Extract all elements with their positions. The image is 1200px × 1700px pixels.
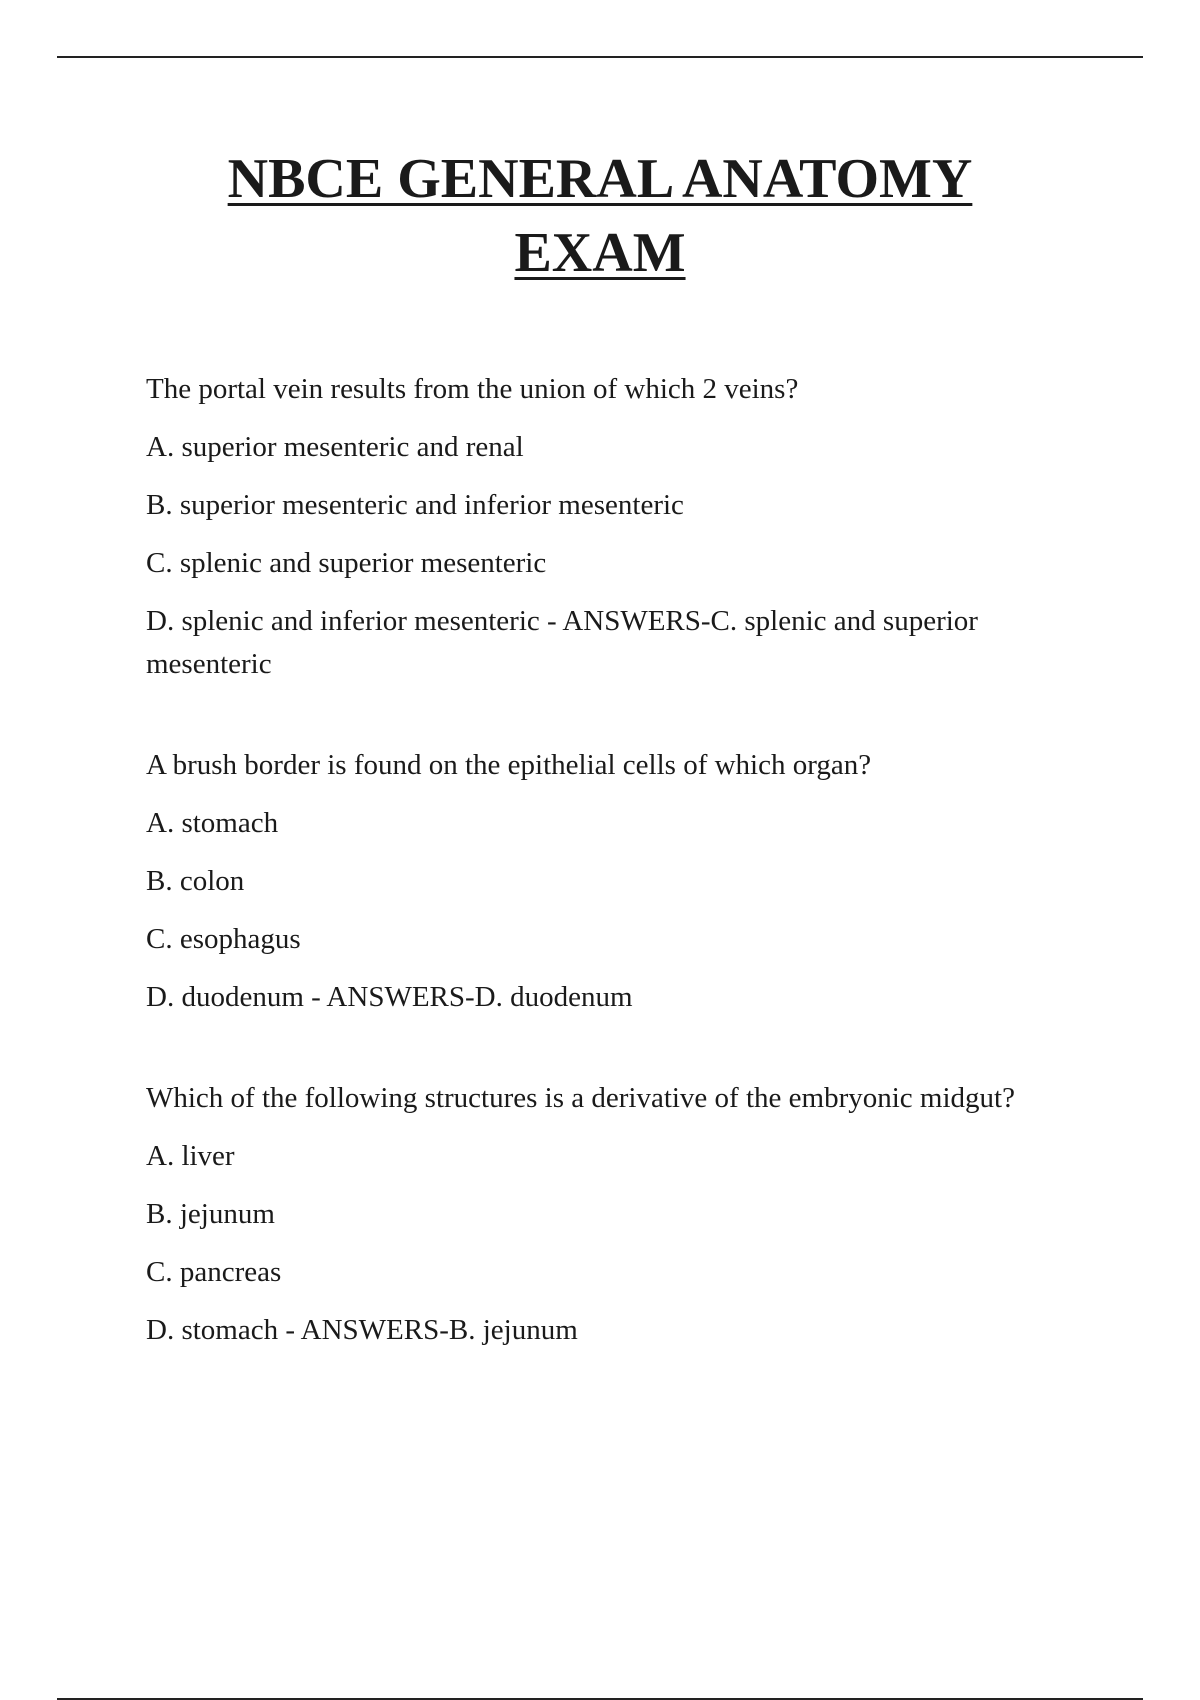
option-c: C. splenic and superior mesenteric (146, 547, 547, 579)
option-c: C. esophagus (146, 923, 301, 955)
top-rule (57, 56, 1143, 58)
option-b: B. superior mesenteric and inferior mesenteric (146, 489, 684, 521)
title-line-1: NBCE GENERAL ANATOMY (227, 148, 973, 210)
option-d-with-answer: D. duodenum - ANSWERS-D. duodenum (146, 981, 633, 1013)
option-c: C. pancreas (146, 1256, 282, 1288)
question-list (146, 368, 1026, 1367)
option-a: A. superior mesenteric and renal (146, 431, 524, 463)
option-b: B. colon (146, 865, 245, 897)
question-text: A brush border is found on the epithelial cells of which organ? (146, 749, 872, 781)
page-title (0, 142, 1200, 290)
question-text: The portal vein results from the union of which 2 veins? (146, 373, 799, 405)
option-d-with-answer: D. splenic and inferior mesenteric - ANSWERS-C. splenic and superior mesenteric (146, 605, 978, 680)
option-d-with-answer: D. stomach - ANSWERS-B. jejunum (146, 1314, 578, 1346)
option-b: B. jejunum (146, 1198, 275, 1230)
question-1 (146, 368, 1026, 686)
option-a: A. liver (146, 1140, 235, 1172)
option-a: A. stomach (146, 807, 279, 839)
title-line-2: EXAM (514, 222, 686, 284)
question-3 (146, 1077, 1026, 1352)
question-text: Which of the following structures is a derivative of the embryonic midgut? (146, 1082, 1015, 1114)
question-2 (146, 744, 1026, 1019)
